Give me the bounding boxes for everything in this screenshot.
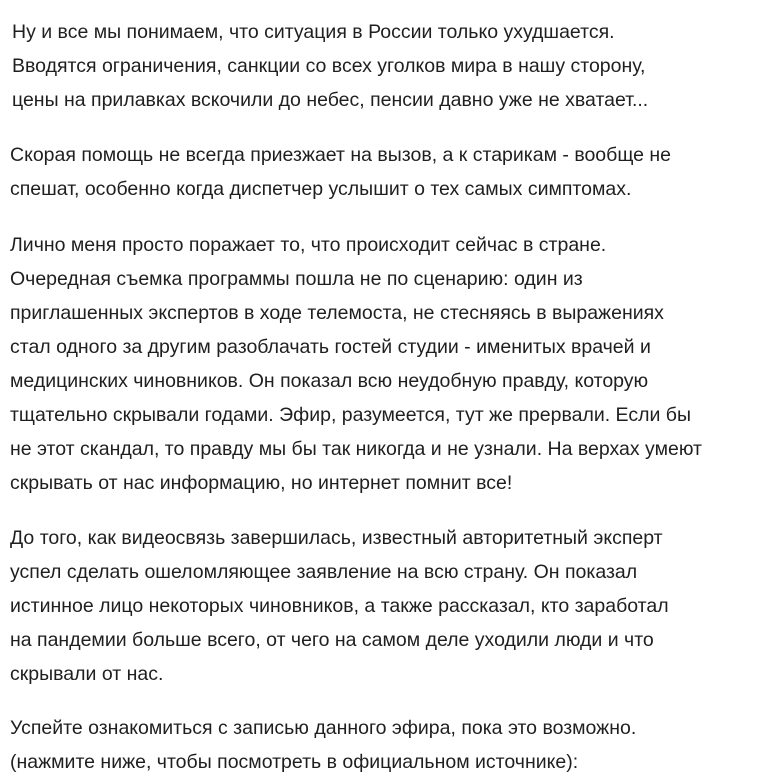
text-line: стал одного за другим разоблачать гостей студии - именитых врачей и bbox=[10, 336, 651, 358]
text-line: Скорая помощь не всегда приезжает на вызов, а к старикам - вообще не bbox=[10, 144, 672, 166]
text-line: скрывать от нас информацию, но интернет помнит все! bbox=[10, 472, 513, 494]
text-line: Вводятся ограничения, санкции со всех уголков мира в нашу сторону, bbox=[12, 55, 646, 77]
text-line: на пандемии больше всего, от чего на самом деле уходили люди и что bbox=[10, 629, 654, 651]
text-line: (нажмите ниже, чтобы посмотреть в официальном источнике): bbox=[10, 751, 579, 773]
text-line: приглашенных экспертов в ходе телемоста, не стесняясь в выражениях bbox=[10, 302, 664, 324]
text-line: До того, как видеосвязь завершилась, известный авторитетный эксперт bbox=[10, 527, 663, 549]
text-line: тщательно скрывали годами. Эфир, разумеется, тут же прервали. Если бы bbox=[10, 404, 691, 426]
text-line: скрывали от нас. bbox=[10, 663, 164, 685]
text-line: медицинских чиновников. Он показал всю неудобную правду, которую bbox=[10, 370, 649, 392]
text-line: истинное лицо некоторых чиновников, а также рассказал, кто заработал bbox=[10, 595, 669, 617]
text-line: Очередная съемка программы пошла не по сценарию: один из bbox=[10, 268, 583, 290]
text-line: цены на прилавках вскочили до небес, пенсии давно уже не хватает... bbox=[12, 89, 649, 111]
text-line: Лично меня просто поражает то, что происходит сейчас в стране. bbox=[10, 234, 607, 256]
text-line: спешат, особенно когда диспетчер услышит о тех самых симптомах. bbox=[10, 178, 632, 200]
text-line: успел сделать ошеломляющее заявление на всю страну. Он показал bbox=[10, 561, 638, 583]
text-line: не этот скандал, то правду мы бы так никогда и не узнали. На верхах умеют bbox=[10, 438, 702, 460]
text-line: Успейте ознакомиться с записью данного эфира, пока это возможно. bbox=[10, 717, 637, 739]
text-line: Ну и все мы понимаем, что ситуация в России только ухудшается. bbox=[12, 21, 615, 43]
